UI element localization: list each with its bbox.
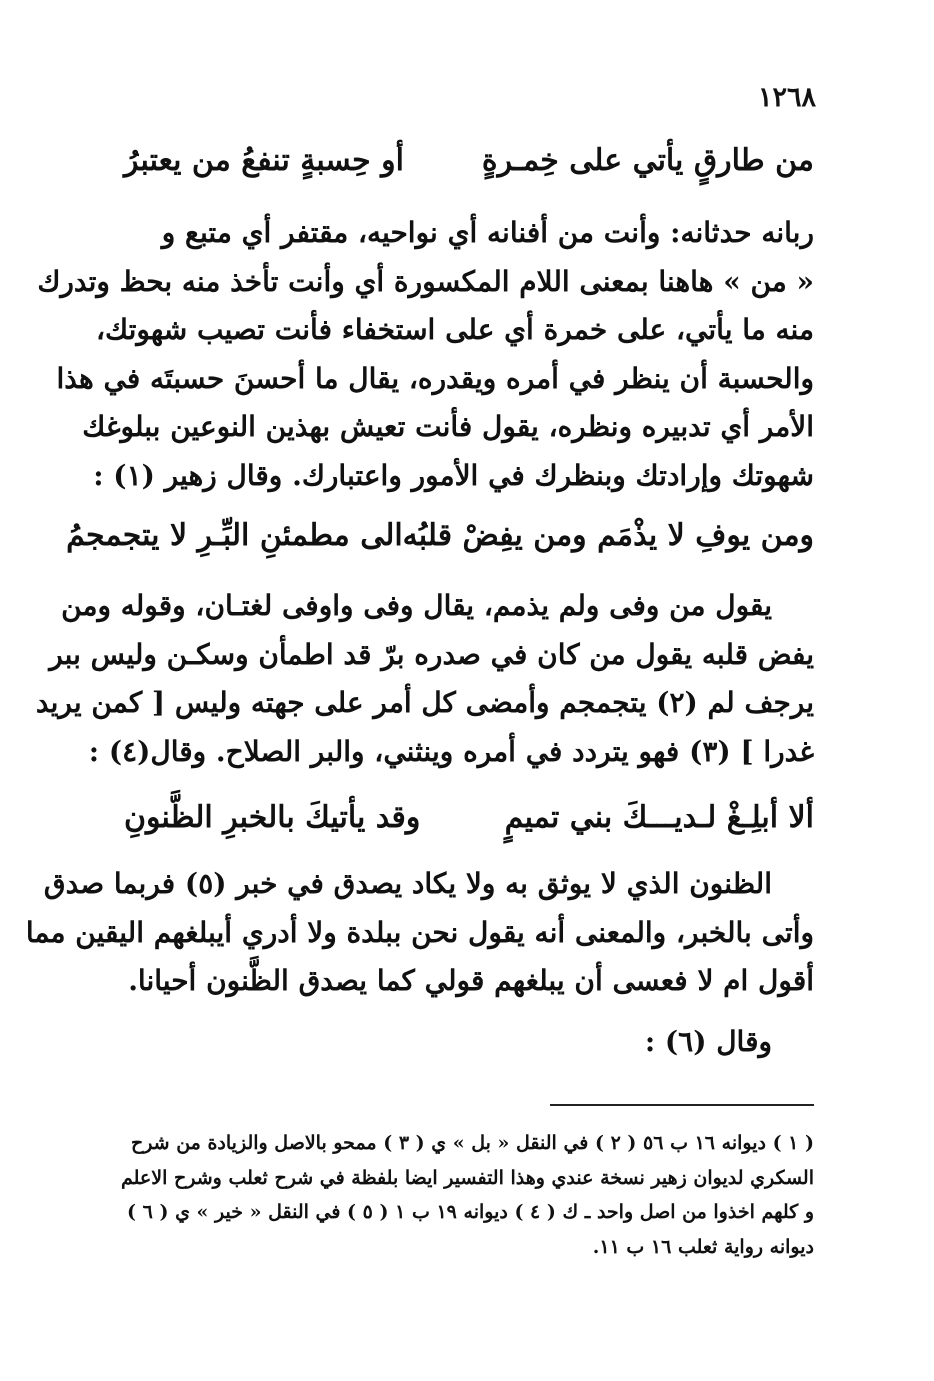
text-line: الأمر أي تدبيره ونظره، يقول فأنت تعيش بهذين النوعين ببلوغك — [82, 410, 814, 443]
verse-1 — [124, 143, 814, 178]
page-number: ١٢٦٨ — [757, 82, 816, 113]
text-line: غدرا ] (٣) فهو يتردد في أمره وينثني، والبر الصلاح. وقال(٤) : — [88, 734, 814, 768]
text-line: ربانه حدثانه: وأنت من أفنانه أي نواحيه، مقتفر أي متبع و — [161, 216, 814, 249]
text-line: يرجف لم (٢) يتجمجم وأمضى كل أمر على جهته وليس [ كمن يريد — [35, 686, 814, 719]
text-line: أقول ام لا فعسى أن يبلغهم قولي كما يصدق الظَّنون أحيانا. — [128, 964, 814, 997]
text-line: والحسبة أن ينظر في أمره ويقدره، يقال ما أحسنَ حسبتَه في هذا — [56, 361, 814, 395]
verse-2-second-hemistich: الى مطمئنِ البِّـرِ لا يتجمجمُ — [66, 518, 403, 553]
commentary-paragraph-3 — [25, 860, 814, 1066]
commentary-paragraph-2 — [35, 582, 814, 776]
footnotes — [114, 1126, 814, 1264]
verse-3 — [124, 800, 814, 835]
text-line: شهوتك وإرادتك وبنظرك في الأمور واعتبارك. وقال زهير (١) : — [93, 458, 814, 492]
text-line: يقول من وفى ولم يذمم، يقال وفى واوفى لغتـان، وقوله ومن — [61, 589, 772, 622]
verse-1-first-hemistich: من طارقٍ يأتي على خِمـرةٍ — [481, 143, 814, 178]
footnote-line: و كلهم اخذوا من اصل واحد ـ ك ( ٤ ) ديوانه ١٩ ب ١ ( ٥ ) في النقل « خير » ي ( ٦ ) — [127, 1201, 814, 1223]
verse-2-first-hemistich: ومن يوفِ لا يذْمَم ومن يفِضْ قلبُه — [402, 518, 814, 553]
verse-3-first-hemistich: ألا أبلِـغْ لـديـــكَ بني تميمٍ — [504, 800, 814, 835]
footnote-line: السكري لديوان زهير نسخة عندي وهذا التفسير ايضا بلفظة في شرح ثعلب وشرح الاعلم — [120, 1166, 814, 1189]
verse-3-second-hemistich: وقد يأتيكَ بالخبرِ الظَّنونِ — [124, 800, 421, 835]
commentary-paragraph-1 — [37, 209, 814, 500]
verse-1-second-hemistich: أو حِسبةٍ تنفعُ من يعتبرُ — [124, 143, 404, 178]
footnote-line: ( ١ ) ديوانه ١٦ ب ٥٦ ( ٢ ) في النقل « بل » ي ( ٣ ) ممحو بالاصل والزيادة من شرح — [130, 1132, 814, 1154]
footnote-line: ديوانه رواية ثعلب ١٦ ب ١١. — [592, 1235, 814, 1258]
text-line: الظنون الذي لا يوثق به ولا يكاد يصدق في خبر (٥) فربما صدق — [43, 867, 772, 900]
footnote-divider — [550, 1104, 814, 1106]
verse-2 — [66, 518, 814, 553]
text-line: وأتى بالخبر، والمعنى أنه يقول نحن ببلدة ولا أدري أيبلغهم اليقين مما — [25, 915, 814, 949]
text-line: يفض قلبه يقول من كان في صدره برّ قد اطمأن وسكـن وليس ببر — [49, 637, 814, 671]
text-line: وقال (٦) : — [644, 1024, 772, 1058]
text-line: منه ما يأتي، على خمرة أي على استخفاء فأنت تصيب شهوتك، — [95, 313, 814, 346]
text-line: « من » هاهنا بمعنى اللام المكسورة أي وأنت تأخذ منه بحظ وتدرك — [37, 264, 814, 298]
